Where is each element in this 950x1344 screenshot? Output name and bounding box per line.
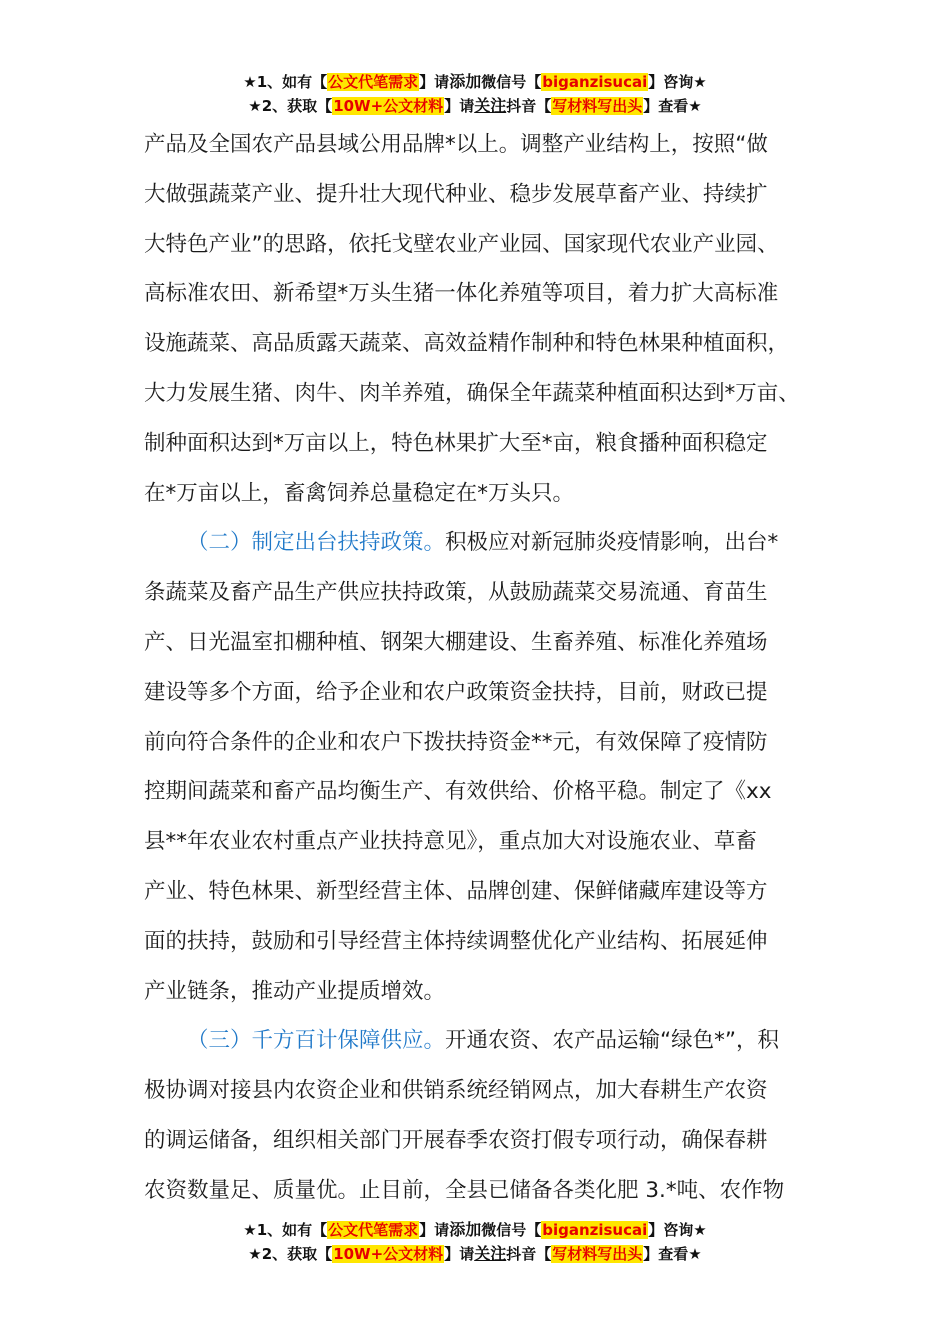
banner-text: 微信号【 xyxy=(481,73,542,91)
banner-text: ★1、如有【 xyxy=(243,73,328,91)
text-line: 极协调对接县内农资企业和供销系统经销网点，加大春耕生产农资 xyxy=(144,1078,768,1104)
text-line: 条蔬菜及畜产品生产供应扶持政策，从鼓励蔬菜交易流通、育苗生 xyxy=(144,580,768,606)
banner-text: 】查看★ xyxy=(643,97,702,115)
text-line xyxy=(144,1016,810,1066)
banner-highlight: biganzisucai xyxy=(542,73,648,91)
banner-text: 】咨询★ xyxy=(648,1221,707,1239)
banner-text: 】请 xyxy=(419,1221,450,1239)
text-line: 产、日光温室扣棚种植、钢架大棚建设、生畜养殖、标准化养殖场 xyxy=(144,629,768,655)
text-line: 产业、特色林果、新型经营主体、品牌创建、保鲜储藏库建设等方 xyxy=(144,878,768,904)
section-heading: （二）制定出台扶持政策。 xyxy=(187,530,446,556)
footer-banner xyxy=(0,1218,950,1266)
paragraph-2 xyxy=(144,518,810,1016)
banner-emphasis: 关注 xyxy=(474,96,507,115)
text-line: 前向符合条件的企业和农户下拨扶持资金**元，有效保障了疫情防 xyxy=(144,729,768,755)
text-line: 县**年农业农村重点产业扶持意见》，重点加大对设施农业、草畜 xyxy=(144,829,757,855)
banner-text: 微信号【 xyxy=(481,1221,542,1239)
text-fragment: 开通农资、农产品运输“绿色*”，积 xyxy=(445,1028,780,1054)
banner-line-1 xyxy=(0,70,950,94)
banner-text: ★2、获取【 xyxy=(248,1245,333,1263)
banner-text: 】请 xyxy=(444,1245,475,1263)
text-line: 设施蔬菜、高品质露天蔬菜、高效益精作制种和特色林果种植面积， xyxy=(144,331,790,357)
banner-text: 】咨询★ xyxy=(648,73,707,91)
text-line: 在*万亩以上，畜禽饲养总量稳定在*万头只。 xyxy=(144,480,575,506)
banner-emphasis: 关注 xyxy=(474,1244,507,1263)
banner-line-2 xyxy=(0,1242,950,1266)
section-heading: （三）千方百计保障供应。 xyxy=(187,1028,446,1054)
text-line: 产品及全国农产品县域公用品牌*以上。调整产业结构上，按照“做 xyxy=(144,132,768,157)
banner-line-1 xyxy=(0,1218,950,1242)
text-line: 大做强蔬菜产业、提升壮大现代种业、稳步发展草畜产业、持续扩 xyxy=(144,181,768,207)
banner-highlight: 写材料写出头 xyxy=(552,97,643,115)
text-line: 面的扶持，鼓励和引导经营主体持续调整优化产业结构、拓展延伸 xyxy=(144,928,768,954)
banner-text: 】查看★ xyxy=(643,1245,702,1263)
banner-text: ★1、如有【 xyxy=(243,1221,328,1239)
banner-emphasis: 添加 xyxy=(449,1220,482,1239)
banner-highlight: 写材料写出头 xyxy=(552,1245,643,1263)
banner-highlight: 10W+公文材料 xyxy=(333,1245,444,1263)
banner-highlight: 公文代笔需求 xyxy=(328,1221,419,1239)
text-line: 建设等多个方面，给予企业和农户政策资金扶持，目前，财政已提 xyxy=(144,679,768,705)
text-line: 农资数量足、质量优。止目前，全县已储备各类化肥 3.*吨、农作物 xyxy=(144,1177,785,1203)
banner-highlight: 10W+公文材料 xyxy=(333,97,444,115)
banner-highlight: biganzisucai xyxy=(542,1221,648,1239)
text-line: 产业链条，推动产业提质增效。 xyxy=(144,978,446,1004)
banner-text: 】请 xyxy=(444,97,475,115)
banner-line-2 xyxy=(0,94,950,118)
banner-highlight: 公文代笔需求 xyxy=(328,73,419,91)
text-line: 大特色产业”的思路，依托戈壁农业产业园、国家现代农业产业园、 xyxy=(144,231,779,257)
text-line xyxy=(144,518,810,568)
banner-text: ★2、获取【 xyxy=(248,97,333,115)
text-line: 的调运储备，组织相关部门开展春季农资打假专项行动，确保春耕 xyxy=(144,1127,768,1153)
banner-emphasis: 添加 xyxy=(449,72,482,91)
header-banner xyxy=(0,70,950,118)
banner-text: 抖音【 xyxy=(506,1245,552,1263)
text-line: 控期间蔬菜和畜产品均衡生产、有效供给、价格平稳。制定了《xx xyxy=(144,779,772,805)
document-body xyxy=(144,120,810,1216)
text-line: 制种面积达到*万亩以上，特色林果扩大至*亩，粮食播种面积稳定 xyxy=(144,430,768,456)
banner-text: 】请 xyxy=(419,73,450,91)
paragraph-3 xyxy=(144,1016,810,1215)
banner-text: 抖音【 xyxy=(506,97,552,115)
text-fragment: 积极应对新冠肺炎疫情影响，出台* xyxy=(445,530,779,556)
text-line: 高标准农田、新希望*万头生猪一体化养殖等项目，着力扩大高标准 xyxy=(144,281,779,307)
paragraph-1 xyxy=(144,120,810,518)
text-line: 大力发展生猪、肉牛、肉羊养殖，确保全年蔬菜种植面积达到*万亩、 xyxy=(144,380,800,406)
